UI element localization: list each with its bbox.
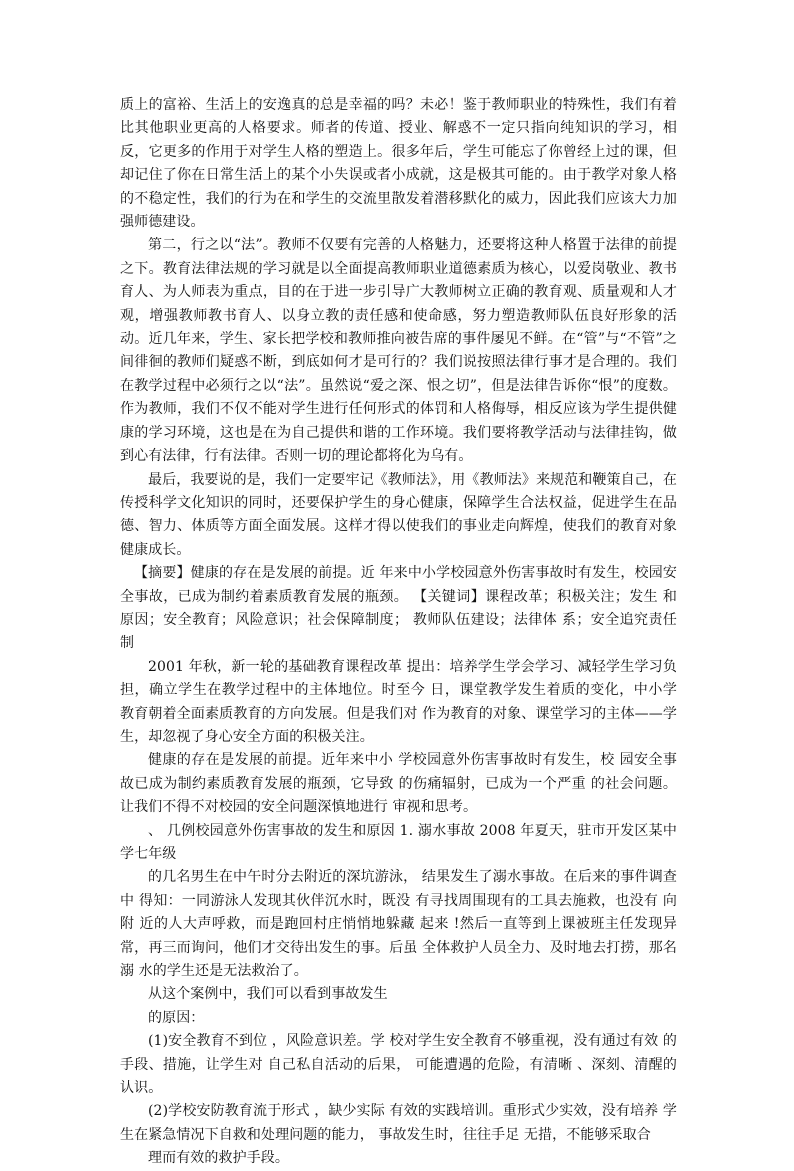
paragraph-case-lesson: 从这个案例中，我们可以看到事故发生 — [148, 986, 388, 1003]
paragraph-rule-of-law: 第二，行之以“法”。教师不仅要有完善的人格魅力，还要将这种人格置于法律的前提之下。教育法律法规的学习就是以全面提高教师职业道德素质为核心，以爱岗敬业、教书育人、为人师表为重点，目的在于进一步引导广大教师树立正确的教育观、质量观和人才观，增强教师教书育人、以身立教的责任感和使命感，努力塑造教师队伍良好形象的活动。近几年来，学生、家长把学校和教师推向被告席的事件屡见不鲜。在“管”与“不管”之间徘徊的教师们疑惑不断，到底如何才是可行的？我们说按照法律行事才是合理的。我们在教学过程中必须行之以“法”。虽然说“爱之深、恨之切”，但是法律告诉你“恨”的度数。作为教师，我们不仅不能对学生进行任何形式的体罚和人格侮辱，相反应该为学生提供健康的学习环境，这也是在为自己提供和谐的工作环境。我们要将教学活动与法律挂钩，做到心有法律，行有法律。否则一切的理论都将化为乌有。 — [120, 237, 677, 465]
paragraph-cause-2: (2)学校安防教育流于形式 ，缺少实际 有效的实践培训。重形式少实效，没有培养 学生在紧急情况下自救和处理问题的能力， 事故发生时，往往手足 无措，不能够采取合 — [120, 1103, 677, 1143]
document-page — [120, 94, 677, 1171]
paragraph-causes-label: 的原因： — [148, 1009, 205, 1026]
paragraph-cause-1: (1)安全教育不到位 ，风险意识差。学 校对学生安全教育不够重视，没有通过有效 的手段、措施，让学生对 自己私自活动的后果， 可能遭遇的危险，有清晰 、深刻、清醒的认识。 — [120, 1033, 677, 1097]
section-heading-accidents: 、 几例校园意外伤害事故的发生和原因 1. 溺水事故 2008 年夏天，驻市开发区某中学七年级 — [120, 822, 677, 862]
paragraph-abstract-keywords: 【摘要】健康的存在是发展的前提。近 年来中小学校园意外伤害事故时有发生，校园安全事故，已成为制约着素质教育发展的瓶颈。 【关键词】课程改革；积极关注；发生 和原因；安全教育；风险意识；社会保障制度； 教师队伍建设；法律体 系；安全追究责任制 — [120, 565, 677, 652]
paragraph-teacher-law: 最后，我要说的是，我们一定要牢记《教师法》，用《教师法》来规范和鞭策自己，在传授科学文化知识的同时，还要保护学生的身心健康，保障学生合法权益，促进学生在品德、智力、体质等方面全面发展。这样才得以使我们的事业走向辉煌，使我们的教育对象健康成长。 — [120, 471, 677, 558]
paragraph-health-premise: 健康的存在是发展的前提。近年来中小 学校园意外伤害事故时有发生，校 园安全事故已成为制约素质教育发展的瓶颈，它导致 的伤痛辐射，已成为一个严重 的社会问题。让我们不得不对校园的安全问题深慎地进行 审视和思考。 — [120, 752, 677, 816]
paragraph-moral-education: 质上的富裕、生活上的安逸真的总是幸福的吗？未必！鉴于教师职业的特殊性，我们有着比其他职业更高的人格要求。师者的传道、授业、解惑不一定只指向纯知识的学习，相反，它更多的作用于对学生人格的塑造上。很多年后，学生可能忘了你曾经上过的课，但却记住了你在日常生活上的某个小失误或者小成就，这是极其可能的。由于教学对象人格的不稳定性，我们的行为在和学生的交流里散发着潜移默化的威力，因此我们应该大力加强师德建设。 — [120, 97, 677, 231]
paragraph-cause-2-end: 理而有效的救护手段。 — [148, 1150, 289, 1167]
paragraph-curriculum-reform: 2001 年秋，新一轮的基础教育课程改革 提出：培养学生学会学习、减轻学生学习负担，确立学生在教学过程中的主体地位。时至今 日，课堂教学发生着质的变化，中小学 教育朝着全面素质教育的方向发展。但是我们对 作为教育的对象、课堂学习的主体——学生，却忽视了身心安全方面的积极关注。 — [120, 658, 677, 745]
paragraph-drowning-case: 的几名男生在中午时分去附近的深坑游泳， 结果发生了溺水事故。在后来的事件调查中 得知：一同游泳人发现其伙伴沉水时，既没 有寻找周围现有的工具去施救，也没有 向附 近的人大声呼救，而是跑回村庄悄悄地躲藏 起来 !然后一直等到上课被班主任发现异常，再三而询问，他们才交待出发生的事。后虽 全体救护人员全力、及时地去打捞，那名溺 水的学生还是无法救治了。 — [120, 869, 677, 980]
